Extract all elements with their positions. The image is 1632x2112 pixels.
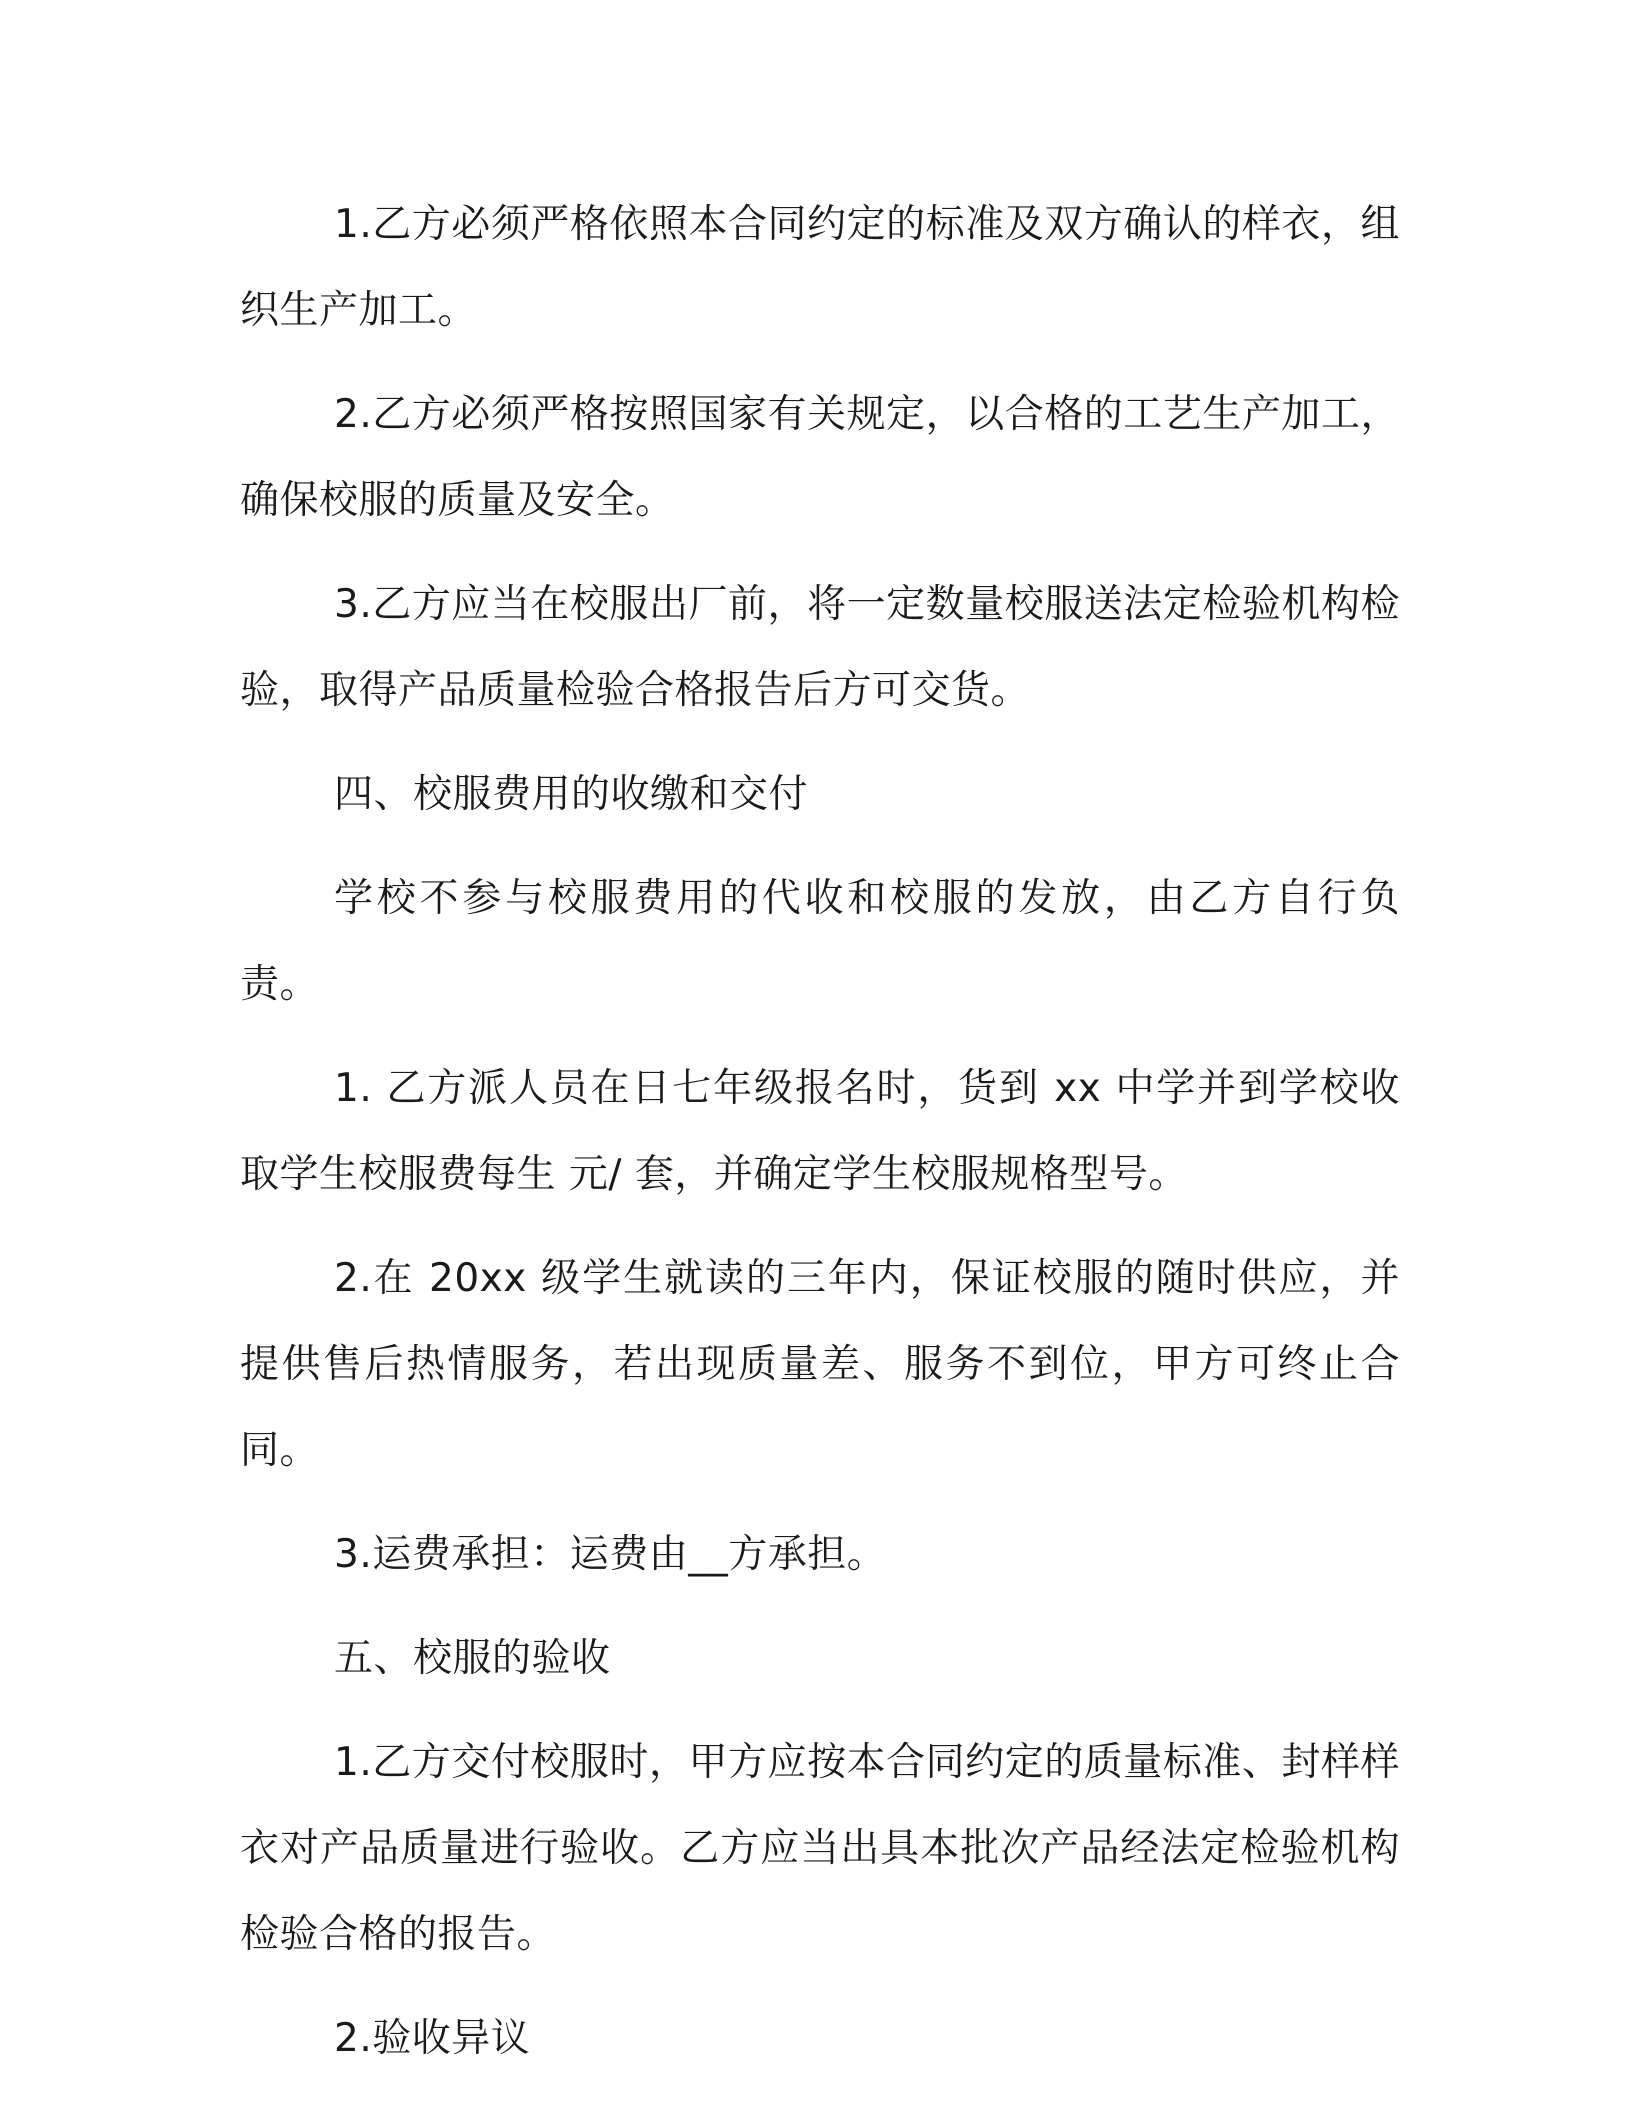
paragraph-fee-2: 2.在 20xx 级学生就读的三年内，保证校服的随时供应，并提供售后热情服务，若出现质量差、服务不到位，甲方可终止合同。 bbox=[240, 1256, 1400, 1473]
paragraph-accept-2: 2.验收异议 bbox=[334, 2016, 531, 2061]
paragraph-2: 2.乙方必须严格按照国家有关规定，以合格的工艺生产加工，确保校服的质量及安全。 bbox=[240, 392, 1400, 523]
section-heading-5: 五、校服的验收 bbox=[334, 1636, 611, 1681]
paragraph-fee-1: 1. 乙方派人员在日七年级报名时，货到 xx 中学并到学校收取学生校服费每生 元/ 套，并确定学生校服规格型号。 bbox=[240, 1066, 1400, 1197]
paragraph-school-note: 学校不参与校服费用的代收和校服的发放，由乙方自行负责。 bbox=[240, 876, 1400, 1007]
section-heading-4: 四、校服费用的收缴和交付 bbox=[334, 772, 809, 817]
paragraph-1: 1.乙方必须严格依照本合同约定的标准及双方确认的样衣，组织生产加工。 bbox=[240, 202, 1400, 333]
paragraph-3: 3.乙方应当在校服出厂前，将一定数量校服送法定检验机构检验，取得产品质量检验合格报告后方可交货。 bbox=[240, 582, 1400, 713]
paragraph-accept-1: 1.乙方交付校服时，甲方应按本合同约定的质量标准、封样样衣对产品质量进行验收。乙方应当出具本批次产品经法定检验机构检验合格的报告。 bbox=[240, 1740, 1400, 1957]
paragraph-fee-3: 3.运费承担：运费由__方承担。 bbox=[334, 1532, 887, 1577]
document-body bbox=[240, 182, 1400, 2100]
